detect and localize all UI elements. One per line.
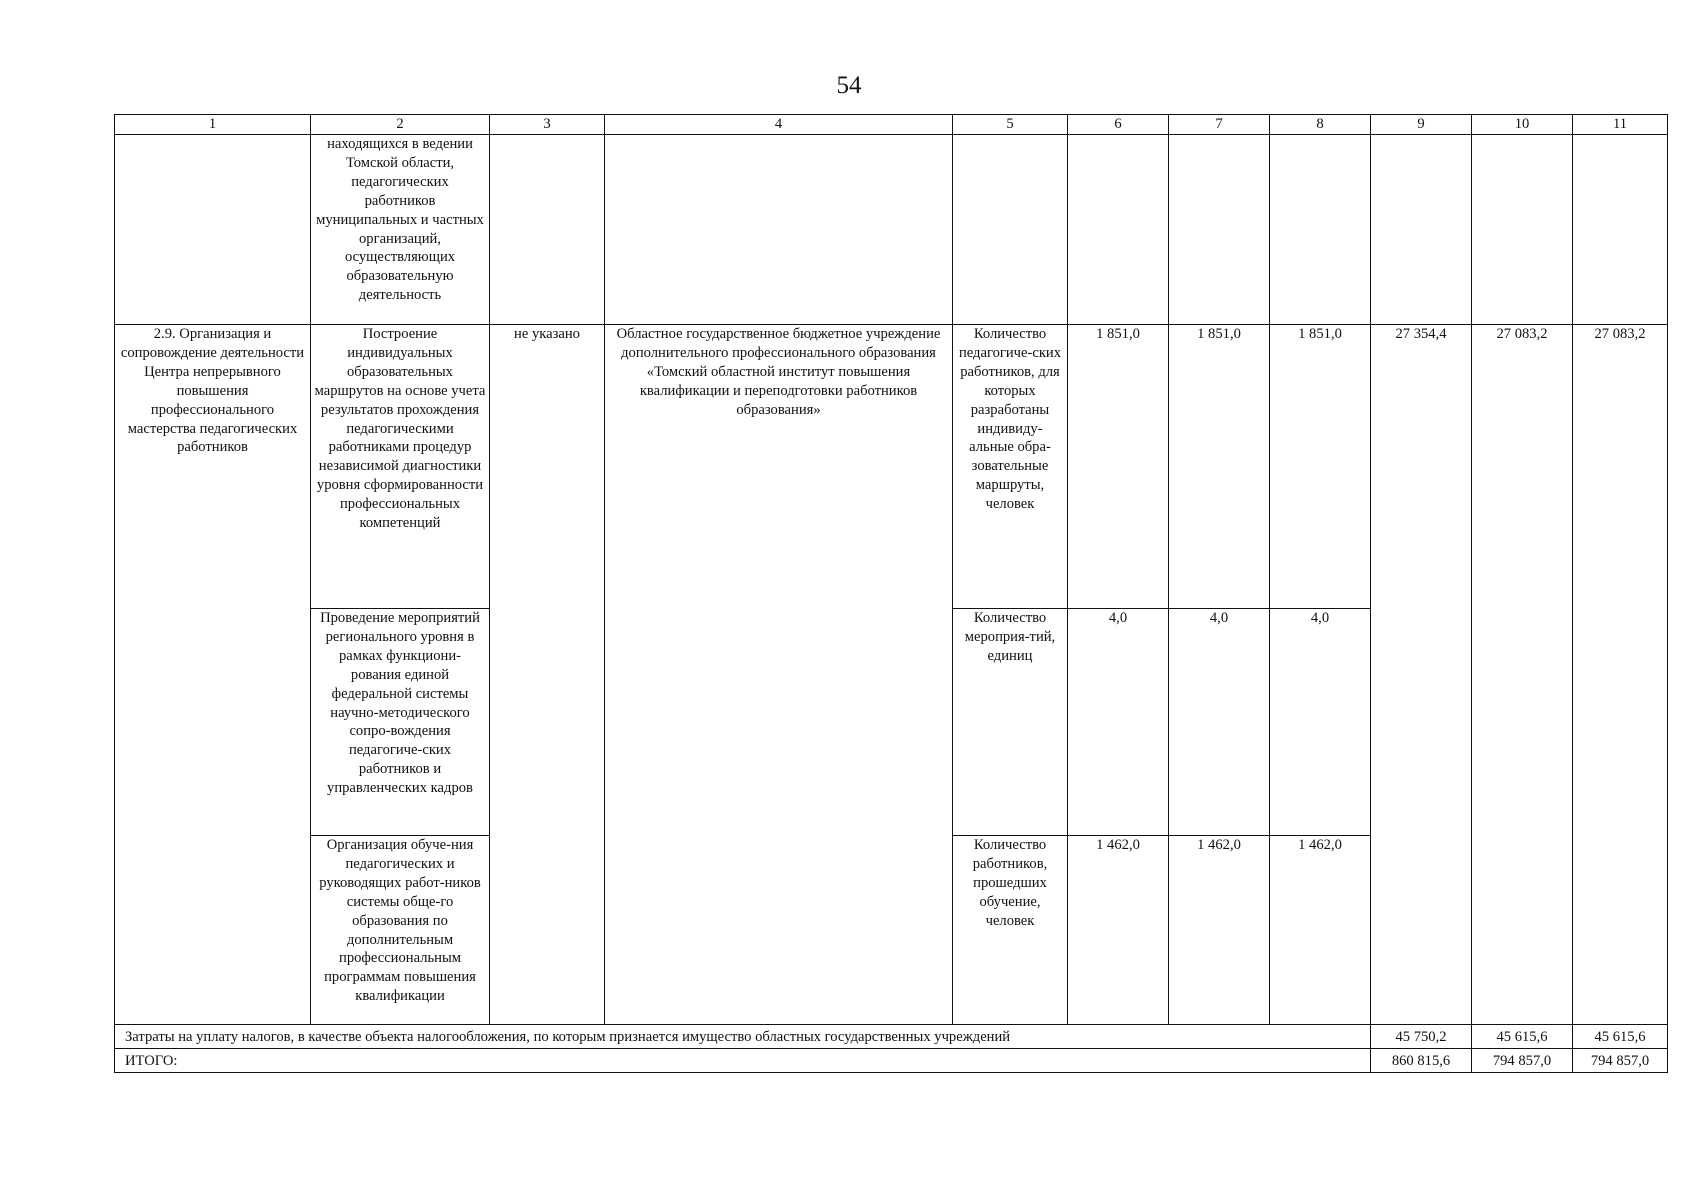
table-row-continuation <box>115 135 1668 325</box>
cell-empty <box>605 135 953 325</box>
tax-amount-col11: 45 615,6 <box>1573 1025 1668 1049</box>
indicator-cell: Количество педагогиче-ских работников, для которых разработаны индивиду-альные обра-зовательные маршруты, человек <box>953 325 1068 609</box>
amount-cell-col9: 27 354,4 <box>1371 325 1472 1025</box>
cell-empty <box>1472 135 1573 325</box>
value-cell-col7: 4,0 <box>1169 609 1270 836</box>
cell-empty <box>1371 135 1472 325</box>
column-header-9: 9 <box>1371 115 1472 135</box>
column-header-6: 6 <box>1068 115 1169 135</box>
cell-empty <box>1573 135 1668 325</box>
total-amount-col11: 794 857,0 <box>1573 1049 1668 1073</box>
activity-description-cell: Организация обуче-ния педагогических и руководящих работ-ников системы обще-го образования по дополнительным профессиональным программам повышения квалификации <box>311 836 490 1025</box>
total-amount-col9: 860 815,6 <box>1371 1049 1472 1073</box>
table-row <box>115 325 1668 609</box>
column-header-3: 3 <box>490 115 605 135</box>
indicator-cell: Количество работников, прошедших обучение, человек <box>953 836 1068 1025</box>
institution-cell: Областное государственное бюджетное учреждение дополнительного профессионального образования «Томский областной институт повышения квалификации и переподготовки работников образования» <box>605 325 953 1025</box>
cell-empty <box>1068 135 1169 325</box>
cell-empty <box>1270 135 1371 325</box>
tax-amount-col10: 45 615,6 <box>1472 1025 1573 1049</box>
cell-empty <box>953 135 1068 325</box>
budget-table <box>114 114 1668 1073</box>
value-cell-col7: 1 462,0 <box>1169 836 1270 1025</box>
column-header-5: 5 <box>953 115 1068 135</box>
value-cell-col7: 1 851,0 <box>1169 325 1270 609</box>
tax-row-label: Затраты на уплату налогов, в качестве объекта налогообложения, по которым признается имущество областных государственных учреждений <box>115 1025 1371 1049</box>
tax-row <box>115 1025 1668 1049</box>
cell-empty <box>1169 135 1270 325</box>
column-header-8: 8 <box>1270 115 1371 135</box>
amount-cell-col11: 27 083,2 <box>1573 325 1668 1025</box>
column-header-11: 11 <box>1573 115 1668 135</box>
column-number-row <box>115 115 1668 135</box>
column-header-7: 7 <box>1169 115 1270 135</box>
value-cell-col8: 1 851,0 <box>1270 325 1371 609</box>
activity-description-cell: Построение индивидуальных образовательных маршрутов на основе учета результатов прохождения педагогическими работниками процедур независимой диагностики уровня сформированности профессиональных компетенций <box>311 325 490 609</box>
total-amount-col10: 794 857,0 <box>1472 1049 1573 1073</box>
activity-description-cell: Проведение мероприятий регионального уровня в рамках функциони-рования единой федеральной системы научно-методического сопро-вождения педагогиче-ских работников и управленческих кадров <box>311 609 490 836</box>
page-number: 54 <box>836 72 862 99</box>
column-header-1: 1 <box>115 115 311 135</box>
indicator-cell: Количество мероприя-тий, единиц <box>953 609 1068 836</box>
column-header-10: 10 <box>1472 115 1573 135</box>
value-cell-col8: 4,0 <box>1270 609 1371 836</box>
column-header-2: 2 <box>311 115 490 135</box>
value-cell-col6: 4,0 <box>1068 609 1169 836</box>
value-cell-col6: 1 851,0 <box>1068 325 1169 609</box>
deadline-cell: не указано <box>490 325 605 1025</box>
cell-empty <box>115 135 311 325</box>
tax-amount-col9: 45 750,2 <box>1371 1025 1472 1049</box>
total-row <box>115 1049 1668 1073</box>
total-row-label: ИТОГО: <box>115 1049 1371 1073</box>
measure-name-cell: 2.9. Организация и сопровождение деятельности Центра непрерывного повышения профессионального мастерства педагогических работников <box>115 325 311 1025</box>
cell-empty <box>490 135 605 325</box>
value-cell-col8: 1 462,0 <box>1270 836 1371 1025</box>
value-cell-col6: 1 462,0 <box>1068 836 1169 1025</box>
column-header-4: 4 <box>605 115 953 135</box>
activity-description-cell: находящихся в ведении Томской области, педагогических работников муниципальных и частных организаций, осуществляющих образовательную деятельность <box>311 135 490 325</box>
amount-cell-col10: 27 083,2 <box>1472 325 1573 1025</box>
